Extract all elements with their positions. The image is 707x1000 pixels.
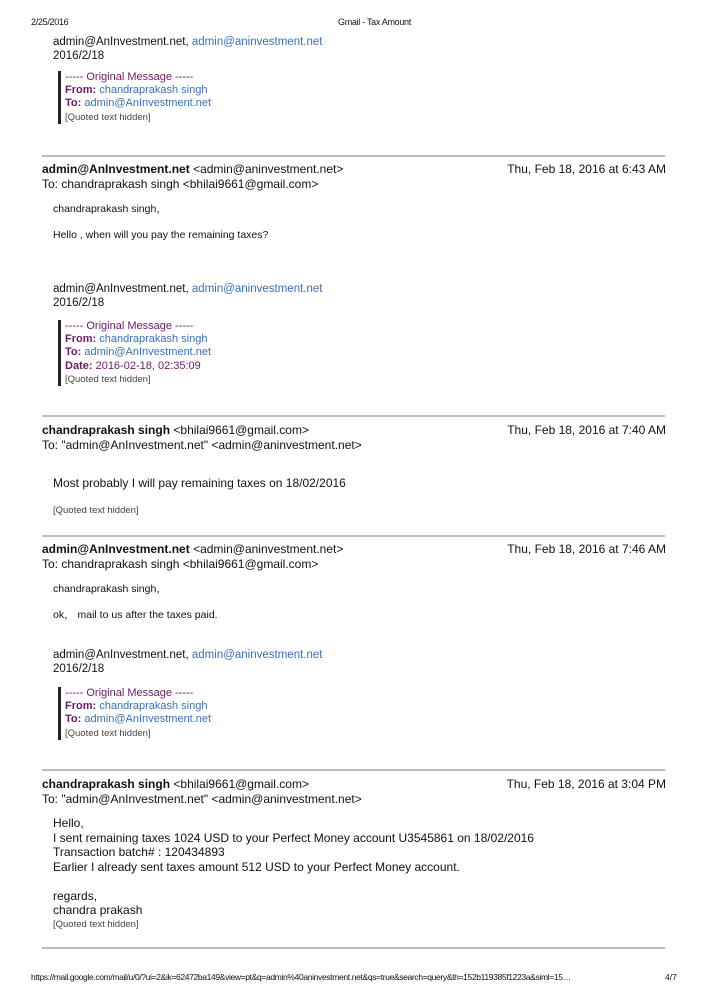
- message-divider: [42, 769, 665, 771]
- quote-to-label: To:: [65, 346, 82, 359]
- print-header-title: Gmail - Tax Amount: [338, 17, 411, 27]
- signature-line: [53, 282, 322, 296]
- message-sender: [42, 423, 309, 437]
- message-date: Thu, Feb 18, 2016 at 3:04 PM: [506, 777, 666, 791]
- quote-date-label: Date:: [65, 359, 93, 372]
- quote-date-row: [65, 360, 211, 373]
- quoted-text-hidden-link[interactable]: [Quoted text hidden]: [65, 373, 151, 385]
- original-message-header: ----- Original Message -----: [65, 320, 194, 332]
- message-greeting: chandraprakash singh，: [53, 203, 167, 215]
- body-line: Earlier I already sent taxes amount 512 USD to your Perfect Money account.: [53, 859, 460, 874]
- quoted-block: [58, 71, 211, 124]
- message-body: [53, 816, 534, 918]
- body-line: Transaction batch# : 120434893: [53, 845, 225, 859]
- sender-name: chandraprakash singh: [42, 423, 171, 437]
- sender-email: <admin@aninvestment.net>: [193, 542, 344, 556]
- message-recipient: To: "admin@AnInvestment.net" <admin@aninvestment.net>: [42, 438, 362, 452]
- quote-to-row: [65, 97, 211, 110]
- message-sender: [42, 542, 343, 556]
- quote-from-link[interactable]: chandraprakash singh: [99, 84, 208, 97]
- message-date: Thu, Feb 18, 2016 at 6:43 AM: [507, 162, 666, 176]
- body-line: regards,: [53, 888, 98, 903]
- signature-date: 2016/2/18: [53, 297, 105, 309]
- signature-email-link[interactable]: admin@aninvestment.net: [191, 36, 323, 48]
- quoted-block: [58, 687, 211, 740]
- sender-email: <bhilai9661@gmail.com>: [173, 777, 309, 791]
- quoted-block: [58, 320, 211, 386]
- quote-to-label: To:: [65, 97, 82, 110]
- quote-to-row: [65, 713, 211, 726]
- message-body: Hello , when will you pay the remaining taxes?: [53, 229, 269, 241]
- sender-email: <bhilai9661@gmail.com>: [173, 423, 309, 437]
- message-recipient: To: chandraprakash singh <bhilai9661@gmail.com>: [42, 557, 319, 571]
- body-line: chandra prakash: [53, 903, 143, 917]
- message-divider: [42, 155, 665, 157]
- original-message-header: ----- Original Message -----: [65, 71, 194, 83]
- quoted-text-hidden-link[interactable]: [Quoted text hidden]: [65, 727, 151, 739]
- quoted-text-hidden-link[interactable]: [Quoted text hidden]: [53, 505, 139, 516]
- body-line: Hello,: [53, 816, 84, 830]
- message-signature: [53, 648, 322, 676]
- signature-line: [53, 35, 322, 49]
- quote-from-row: [65, 84, 211, 97]
- message-divider: [42, 947, 665, 949]
- sender-email: <admin@aninvestment.net>: [193, 162, 344, 176]
- message-body: Most probably I will pay remaining taxes on 18/02/2016: [53, 476, 346, 490]
- quote-to-link[interactable]: admin@AnInvestment.net: [84, 346, 212, 359]
- quote-from-row: [65, 333, 211, 346]
- signature-name: admin@AnInvestment.net,: [53, 283, 189, 295]
- print-header-date: 2/25/2016: [31, 17, 69, 27]
- quote-from-label: From:: [65, 84, 97, 97]
- original-message-header: ----- Original Message -----: [65, 687, 194, 699]
- signature-line: [53, 648, 322, 662]
- signature-name: admin@AnInvestment.net,: [53, 36, 189, 48]
- message-date: Thu, Feb 18, 2016 at 7:46 AM: [507, 542, 666, 556]
- message-signature: [53, 282, 322, 310]
- print-footer-page-number: 4/7: [665, 972, 677, 982]
- quoted-text-hidden-link[interactable]: [Quoted text hidden]: [53, 919, 139, 930]
- sender-name: admin@AnInvestment.net: [42, 542, 190, 556]
- print-footer-url: https://mail.google.com/mail/u/0/?ui=2&ik=62472ba149&view=pt&q=admin%40aninvestment.net&qs=true&search=query&th=152b119385f1223a&siml=15…: [31, 972, 571, 982]
- signature-date: 2016/2/18: [53, 50, 105, 62]
- body-line: I sent remaining taxes 1024 USD to your Perfect Money account U3545861 on 18/02/2016: [53, 830, 534, 845]
- message-greeting: chandraprakash singh，: [53, 583, 167, 595]
- quote-from-link[interactable]: chandraprakash singh: [99, 700, 208, 713]
- quote-from-label: From:: [65, 333, 97, 346]
- quote-to-link[interactable]: admin@AnInvestment.net: [84, 713, 212, 726]
- body-line-blank: [53, 874, 534, 889]
- quote-to-link[interactable]: admin@AnInvestment.net: [84, 97, 212, 110]
- message-recipient: To: "admin@AnInvestment.net" <admin@aninvestment.net>: [42, 792, 362, 806]
- signature-date: 2016/2/18: [53, 663, 105, 675]
- message-sender: [42, 162, 343, 176]
- message-body: ok， mail to us after the taxes paid.: [53, 609, 218, 621]
- quote-from-row: [65, 700, 211, 713]
- quoted-text-hidden-link[interactable]: [Quoted text hidden]: [65, 111, 151, 123]
- message-recipient: To: chandraprakash singh <bhilai9661@gmail.com>: [42, 177, 319, 191]
- sender-name: chandraprakash singh: [42, 777, 171, 791]
- sender-name: admin@AnInvestment.net: [42, 162, 190, 176]
- quote-to-row: [65, 346, 211, 359]
- top-signature: [53, 35, 322, 63]
- message-divider: [42, 415, 665, 417]
- message-sender: [42, 777, 309, 791]
- signature-name: admin@AnInvestment.net,: [53, 649, 189, 661]
- quote-from-label: From:: [65, 700, 97, 713]
- quote-from-link[interactable]: chandraprakash singh: [99, 333, 208, 346]
- message-divider: [42, 535, 665, 537]
- quote-date-value: 2016-02-18, 02:35:09: [95, 359, 201, 372]
- signature-email-link[interactable]: admin@aninvestment.net: [191, 283, 323, 295]
- signature-email-link[interactable]: admin@aninvestment.net: [191, 649, 323, 661]
- message-date: Thu, Feb 18, 2016 at 7:40 AM: [507, 423, 666, 437]
- quote-to-label: To:: [65, 713, 82, 726]
